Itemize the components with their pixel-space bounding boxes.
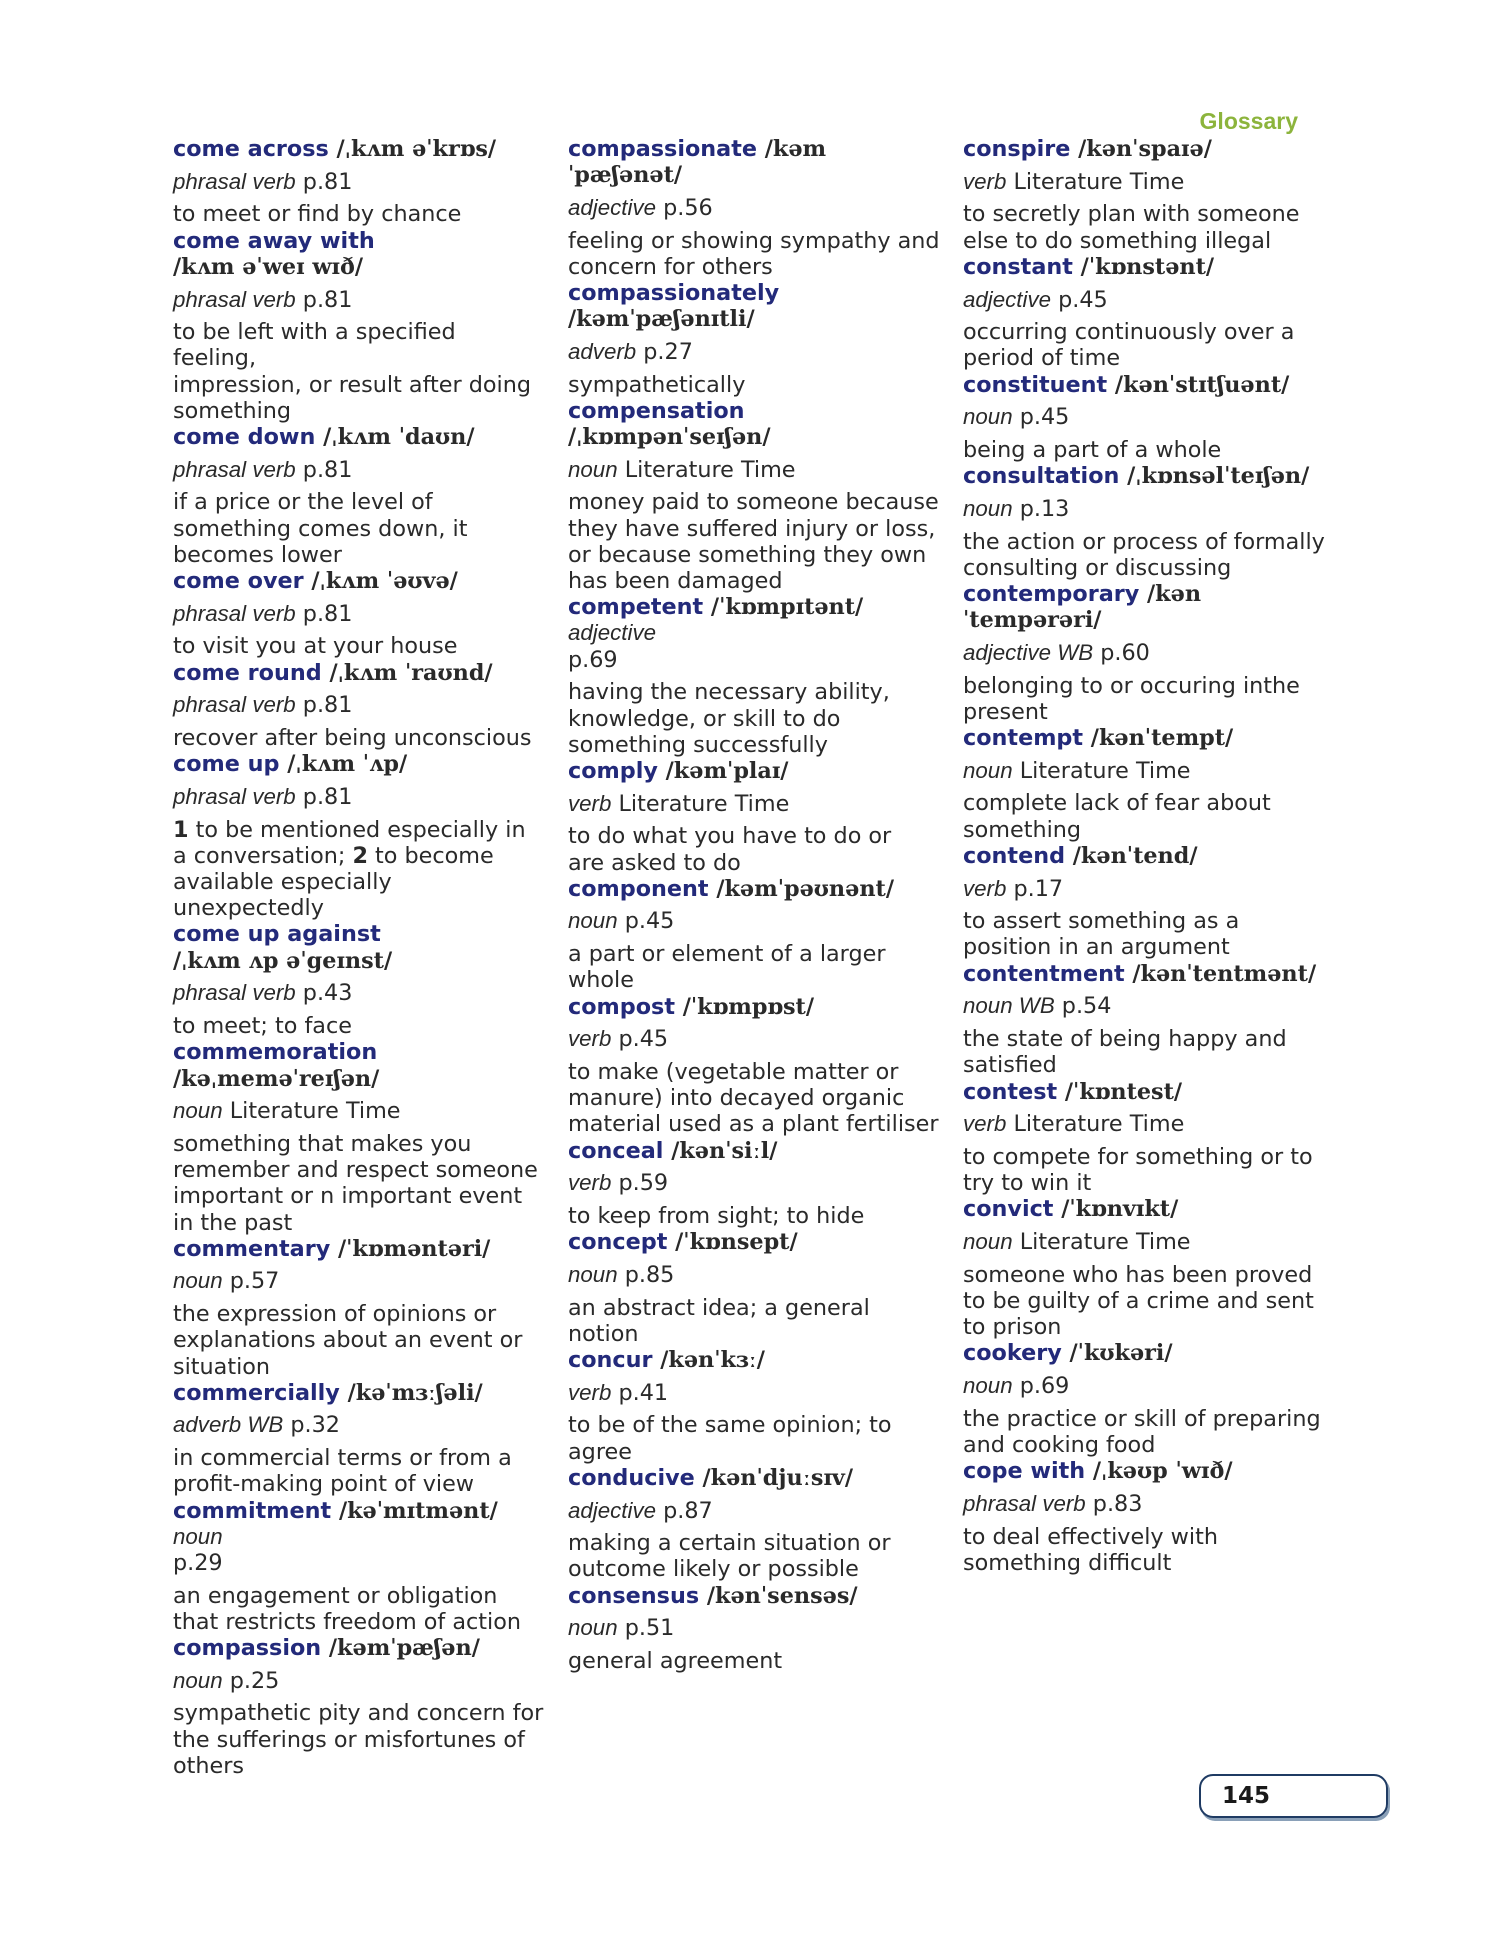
pronunciation: /ˌkʌm ˈraʊnd/ bbox=[321, 659, 493, 686]
part-of-speech: noun bbox=[963, 1229, 1013, 1255]
glossary-entry bbox=[568, 280, 940, 398]
page-reference: Literature Time bbox=[1012, 1229, 1191, 1256]
glossary-entry bbox=[963, 725, 1335, 843]
page-reference: Literature Time bbox=[1006, 1111, 1185, 1138]
definition: the state of being happy and satisfied bbox=[963, 1026, 1287, 1079]
headword: consensus bbox=[568, 1582, 700, 1609]
pronunciation: /ˈkɒntest/ bbox=[1057, 1078, 1183, 1105]
definition: to secretly plan with someone else to do something illegal bbox=[963, 201, 1300, 254]
page-reference: p.60 bbox=[1093, 639, 1150, 666]
page-reference: p.43 bbox=[295, 980, 353, 1007]
definition: being a part of a whole bbox=[963, 437, 1222, 464]
part-of-speech: adjective bbox=[568, 620, 657, 646]
headword: compassionately bbox=[568, 280, 780, 307]
headword: come away with bbox=[173, 227, 375, 254]
headword: component bbox=[568, 875, 709, 902]
entry-grammar bbox=[568, 1026, 940, 1052]
part-of-speech: noun bbox=[568, 1615, 618, 1641]
definition: to meet; to face bbox=[173, 1013, 352, 1040]
part-of-speech: noun bbox=[963, 495, 1013, 521]
part-of-speech: phrasal verb bbox=[173, 286, 296, 312]
entry-grammar bbox=[173, 1668, 545, 1694]
headword: commemoration bbox=[173, 1039, 378, 1066]
part-of-speech: verb bbox=[568, 1170, 612, 1196]
headword: come round bbox=[173, 659, 322, 686]
entry-grammar bbox=[173, 1268, 545, 1294]
glossary-title: Glossary bbox=[1199, 108, 1298, 134]
page-reference: Literature Time bbox=[1006, 168, 1185, 195]
headword: contentment bbox=[963, 960, 1125, 987]
definition: to assert something as a position in an argument bbox=[963, 908, 1240, 961]
glossary-entry bbox=[173, 1498, 545, 1636]
definition: something that makes you remember and respect someone important or n important event in the past bbox=[173, 1130, 538, 1236]
page-reference: p.81 bbox=[295, 783, 353, 810]
part-of-speech: adjective bbox=[963, 286, 1052, 312]
entry-head bbox=[173, 1236, 545, 1262]
page-reference: Literature Time bbox=[1012, 757, 1191, 784]
definition: to be of the same opinion; to agree bbox=[568, 1412, 892, 1465]
pronunciation: /ˈkʊkəri/ bbox=[1061, 1340, 1173, 1367]
glossary-entry bbox=[568, 594, 940, 758]
entry-grammar bbox=[568, 1615, 940, 1641]
entry-head bbox=[173, 1039, 545, 1065]
definition: 1 to be mentioned especially in a conversation; 2 to become available especially unexpectedly bbox=[173, 816, 526, 922]
entry-grammar bbox=[173, 601, 545, 627]
entry-grammar bbox=[173, 980, 545, 1006]
definition: in commercial terms or from a profit-making point of view bbox=[173, 1445, 512, 1498]
part-of-speech: adjective WB bbox=[963, 639, 1094, 665]
pronunciation: /kəmˈplaɪ/ bbox=[657, 757, 789, 784]
part-of-speech: phrasal verb bbox=[963, 1490, 1086, 1516]
part-of-speech: phrasal verb bbox=[173, 600, 296, 626]
part-of-speech: noun bbox=[568, 908, 618, 934]
glossary-entry bbox=[568, 398, 940, 594]
pronunciation: /kəˈmɪtmənt/ bbox=[331, 1497, 498, 1524]
sense-number: 2 bbox=[352, 842, 368, 869]
entry-head bbox=[568, 1347, 940, 1373]
part-of-speech: phrasal verb bbox=[173, 168, 296, 194]
headword: come down bbox=[173, 424, 316, 451]
headword: compassion bbox=[173, 1635, 322, 1662]
headword: constant bbox=[963, 253, 1073, 280]
page-reference: p.83 bbox=[1085, 1490, 1143, 1517]
glossary-entry bbox=[173, 136, 545, 228]
pronunciation: /kəmˈpæʃən/ bbox=[321, 1635, 480, 1662]
glossary-entry bbox=[963, 961, 1335, 1079]
headword: conducive bbox=[568, 1464, 695, 1491]
glossary-entry bbox=[568, 994, 940, 1138]
entry-head bbox=[173, 921, 545, 947]
part-of-speech: noun bbox=[568, 456, 618, 482]
page-reference: p.69 bbox=[568, 646, 618, 673]
part-of-speech: adverb bbox=[568, 338, 637, 364]
part-of-speech: verb bbox=[568, 1026, 612, 1052]
pronunciation: /kəmˈpæʃənɪtli/ bbox=[568, 306, 755, 333]
part-of-speech: noun bbox=[173, 1098, 223, 1124]
entry-head bbox=[568, 1583, 940, 1609]
entry-grammar bbox=[963, 876, 1335, 902]
headword: consultation bbox=[963, 463, 1120, 490]
glossary-entry bbox=[568, 1229, 940, 1347]
entry-head bbox=[963, 136, 1335, 162]
page-reference: p.29 bbox=[173, 1549, 223, 1576]
definition: an abstract idea; a general notion bbox=[568, 1294, 870, 1347]
page-reference: p.85 bbox=[617, 1261, 675, 1288]
part-of-speech: noun bbox=[173, 1268, 223, 1294]
entry-head bbox=[173, 136, 545, 162]
pronunciation: /kənˈkɜː/ bbox=[652, 1347, 765, 1374]
headword: concept bbox=[568, 1229, 668, 1256]
part-of-speech: verb bbox=[963, 168, 1007, 194]
headword: commitment bbox=[173, 1497, 332, 1524]
entry-head bbox=[173, 424, 545, 450]
glossary-entry bbox=[963, 372, 1335, 464]
entry-head bbox=[963, 1079, 1335, 1105]
headword: cookery bbox=[963, 1340, 1062, 1367]
page-reference: p.51 bbox=[617, 1615, 675, 1642]
glossary-entry bbox=[568, 1465, 940, 1583]
entry-grammar bbox=[963, 404, 1335, 430]
entry-head bbox=[568, 398, 940, 424]
headword: compensation bbox=[568, 397, 745, 424]
entry-grammar bbox=[963, 758, 1335, 784]
entry-head bbox=[173, 228, 545, 254]
headword: come up against bbox=[173, 921, 381, 948]
entry-grammar bbox=[568, 1498, 940, 1524]
headword: conceal bbox=[568, 1137, 664, 1164]
glossary-entry bbox=[173, 1236, 545, 1380]
glossary-entry bbox=[173, 660, 545, 752]
page-reference: p.81 bbox=[295, 692, 353, 719]
entry-grammar bbox=[963, 169, 1335, 195]
entry-head bbox=[963, 254, 1335, 280]
part-of-speech: phrasal verb bbox=[173, 456, 296, 482]
pronunciation: /kənˈdjuːsɪv/ bbox=[694, 1464, 854, 1491]
pronunciation: /kənˈtempərəri/ bbox=[963, 581, 1202, 634]
pronunciation: /ˌkʌm ˈəʊvə/ bbox=[303, 568, 458, 595]
definition: occurring continuously over a period of time bbox=[963, 319, 1295, 372]
pronunciation: /ˌkɒmpənˈseɪʃən/ bbox=[568, 424, 771, 451]
entry-grammar bbox=[568, 457, 940, 483]
part-of-speech: phrasal verb bbox=[173, 980, 296, 1006]
pronunciation: /ˈkɒnvɪkt/ bbox=[1053, 1196, 1179, 1223]
entry-grammar bbox=[963, 640, 1335, 666]
pronunciation: /kʌm əˈweɪ wɪð/ bbox=[173, 253, 364, 280]
page-reference: p.87 bbox=[656, 1497, 713, 1524]
entry-grammar bbox=[173, 1412, 545, 1438]
headword: contend bbox=[963, 842, 1066, 869]
glossary-entry bbox=[568, 1138, 940, 1230]
headword: commercially bbox=[173, 1379, 340, 1406]
pronunciation: /kənˈstɪtʃuənt/ bbox=[1107, 371, 1290, 398]
page-reference: p.25 bbox=[222, 1667, 280, 1694]
entry-head bbox=[568, 758, 940, 784]
headword: contempt bbox=[963, 725, 1084, 752]
entry-grammar bbox=[173, 692, 545, 718]
glossary-column-1 bbox=[173, 136, 545, 1779]
page-reference: p.81 bbox=[295, 600, 353, 627]
entry-grammar bbox=[963, 1373, 1335, 1399]
headword: contest bbox=[963, 1078, 1058, 1105]
page-reference: p.32 bbox=[283, 1412, 340, 1439]
entry-grammar bbox=[963, 496, 1335, 522]
definition: money paid to someone because they have suffered injury or loss, or because something they own has been damaged bbox=[568, 489, 939, 595]
part-of-speech: noun bbox=[173, 1667, 223, 1693]
entry-grammar bbox=[568, 908, 940, 934]
part-of-speech: adjective bbox=[568, 194, 657, 220]
headword: conspire bbox=[963, 136, 1071, 162]
definition: general agreement bbox=[568, 1648, 783, 1675]
page-reference: p.54 bbox=[1054, 993, 1112, 1020]
pronunciation: /ˈkɒməntəri/ bbox=[330, 1235, 491, 1262]
part-of-speech: noun bbox=[568, 1261, 618, 1287]
page-number-badge: 145 bbox=[1199, 1774, 1388, 1818]
headword: competent bbox=[568, 594, 704, 621]
pronunciation: /ˈkɒnsept/ bbox=[667, 1229, 798, 1256]
page-reference: p.45 bbox=[611, 1026, 669, 1053]
glossary-entry bbox=[173, 228, 545, 424]
definition: an engagement or obligation that restricts freedom of action bbox=[173, 1582, 521, 1635]
headword: come across bbox=[173, 136, 329, 162]
entry-head bbox=[963, 1340, 1335, 1366]
pronunciation: /kəmˈpəʊnənt/ bbox=[708, 875, 894, 902]
glossary-entry bbox=[173, 1380, 545, 1498]
headword: cope with bbox=[963, 1458, 1086, 1485]
part-of-speech: verb bbox=[963, 875, 1007, 901]
entry-head bbox=[173, 751, 545, 777]
headword: concur bbox=[568, 1347, 653, 1374]
pronunciation: /ˌkəʊp ˈwɪð/ bbox=[1085, 1458, 1233, 1485]
definition: to deal effectively with something difficult bbox=[963, 1523, 1218, 1576]
pronunciation: /ˈkɒnstənt/ bbox=[1072, 253, 1215, 280]
pronunciation: /ˌkʌm ˈdaʊn/ bbox=[315, 424, 475, 451]
glossary-entry bbox=[963, 581, 1335, 725]
part-of-speech: noun bbox=[963, 1373, 1013, 1399]
page-reference: p.57 bbox=[222, 1268, 280, 1295]
entry-head bbox=[963, 1458, 1335, 1484]
glossary-entry bbox=[568, 758, 940, 876]
glossary-entry bbox=[963, 1196, 1335, 1340]
page-reference: Literature Time bbox=[611, 790, 790, 817]
definition: a part or element of a larger whole bbox=[568, 941, 886, 994]
sense-number: 1 bbox=[173, 816, 189, 843]
page-reference: p.13 bbox=[1012, 495, 1070, 522]
entry-grammar bbox=[173, 287, 545, 313]
entry-grammar bbox=[173, 784, 545, 810]
glossary-entry bbox=[568, 1583, 940, 1675]
part-of-speech: verb bbox=[568, 1379, 612, 1405]
part-of-speech: adverb WB bbox=[173, 1412, 284, 1438]
entry-head bbox=[568, 280, 940, 306]
pronunciation: /kəˌmeməˈreɪʃən/ bbox=[173, 1065, 380, 1092]
entry-head bbox=[963, 372, 1335, 398]
entry-grammar bbox=[173, 1098, 545, 1124]
page-reference: p.45 bbox=[617, 908, 675, 935]
pronunciation: /ˌkʌm ʌp əˈgeɪnst/ bbox=[173, 947, 393, 974]
definition: the action or process of formally consulting or discussing bbox=[963, 528, 1325, 581]
glossary-column-3 bbox=[963, 136, 1335, 1576]
pronunciation: /kənˈtempt/ bbox=[1083, 725, 1234, 752]
part-of-speech: verb bbox=[963, 1111, 1007, 1137]
entry-head bbox=[963, 1196, 1335, 1222]
glossary-column-2 bbox=[568, 136, 940, 1674]
page-reference: p.45 bbox=[1051, 286, 1108, 313]
entry-grammar bbox=[963, 287, 1335, 313]
entry-head bbox=[963, 581, 1335, 633]
page-reference: p.45 bbox=[1012, 404, 1070, 431]
definition: making a certain situation or outcome likely or possible bbox=[568, 1530, 891, 1583]
headword: compassionate bbox=[568, 136, 757, 162]
part-of-speech: verb bbox=[568, 790, 612, 816]
entry-head bbox=[963, 725, 1335, 751]
entry-grammar bbox=[963, 1491, 1335, 1517]
definition: the practice or skill of preparing and cooking food bbox=[963, 1405, 1321, 1458]
pronunciation: /kəˈmɜːʃəli/ bbox=[339, 1379, 483, 1406]
pronunciation: /kənˈsiːl/ bbox=[663, 1137, 778, 1164]
glossary-entry bbox=[173, 424, 545, 568]
page-reference: p.81 bbox=[295, 286, 353, 313]
definition: feeling or showing sympathy and concern for others bbox=[568, 227, 940, 280]
entry-head bbox=[568, 136, 940, 188]
page-reference: p.59 bbox=[611, 1170, 669, 1197]
entry-head bbox=[173, 1635, 545, 1661]
pronunciation: /kənˈtend/ bbox=[1065, 842, 1198, 869]
entry-head bbox=[963, 463, 1335, 489]
part-of-speech: noun bbox=[963, 757, 1013, 783]
glossary-entry bbox=[568, 1347, 940, 1465]
pronunciation: /kənˈsensəs/ bbox=[699, 1582, 858, 1609]
headword: come up bbox=[173, 751, 280, 778]
part-of-speech: noun bbox=[963, 404, 1013, 430]
definition: sympathetically bbox=[568, 371, 746, 398]
pronunciation: /ˌkɒnsəlˈteɪʃən/ bbox=[1119, 463, 1310, 490]
page-reference: Literature Time bbox=[222, 1098, 401, 1125]
pronunciation: /ˌkʌm ˈʌp/ bbox=[279, 751, 408, 778]
entry-grammar bbox=[568, 1380, 940, 1406]
headword: come over bbox=[173, 568, 304, 595]
entry-grammar bbox=[963, 993, 1335, 1019]
headword: convict bbox=[963, 1196, 1054, 1223]
page-reference: p.81 bbox=[295, 168, 353, 195]
entry-grammar bbox=[568, 1170, 940, 1196]
glossary-entry bbox=[173, 1039, 545, 1235]
entry-grammar bbox=[568, 339, 940, 365]
part-of-speech: noun WB bbox=[963, 993, 1055, 1019]
entry-grammar bbox=[963, 1111, 1335, 1137]
definition: belonging to or occuring inthe present bbox=[963, 672, 1300, 725]
page-reference: p.56 bbox=[656, 194, 713, 221]
definition: sympathetic pity and concern for the sufferings or misfortunes of others bbox=[173, 1700, 544, 1779]
pronunciation: /ˌkʌm əˈkrɒs/ bbox=[328, 136, 497, 162]
definition: to visit you at your house bbox=[173, 633, 458, 660]
entry-grammar bbox=[568, 1262, 940, 1288]
entry-head bbox=[568, 876, 940, 902]
entry-head bbox=[963, 843, 1335, 869]
definition: having the necessary ability, knowledge, or skill to do something successfully bbox=[568, 679, 890, 758]
definition: the expression of opinions or explanations about an event or situation bbox=[173, 1301, 523, 1380]
pronunciation: /ˈkɒmpɒst/ bbox=[674, 993, 814, 1020]
definition: if a price or the level of something comes down, it becomes lower bbox=[173, 489, 468, 568]
glossary-entry bbox=[963, 1340, 1335, 1458]
pronunciation: /ˈkɒmpɪtənt/ bbox=[703, 594, 864, 621]
part-of-speech: adjective bbox=[568, 1497, 657, 1523]
glossary-entry bbox=[963, 463, 1335, 581]
entry-head bbox=[173, 568, 545, 594]
entry-grammar bbox=[568, 791, 940, 817]
definition: to meet or find by chance bbox=[173, 201, 462, 228]
headword: contemporary bbox=[963, 581, 1140, 608]
definition: to compete for something or to try to win it bbox=[963, 1143, 1313, 1197]
entry-grammar bbox=[173, 457, 545, 483]
glossary-entry bbox=[963, 254, 1335, 372]
page-reference: p.69 bbox=[1012, 1373, 1070, 1400]
glossary-entry bbox=[963, 136, 1335, 254]
glossary-entry bbox=[568, 876, 940, 994]
headword: compost bbox=[568, 993, 675, 1020]
entry-grammar bbox=[173, 169, 545, 195]
entry-head bbox=[173, 1498, 545, 1550]
page-reference: p.81 bbox=[295, 456, 353, 483]
pronunciation: /kəmˈpæʃənət/ bbox=[568, 136, 827, 189]
page-reference: Literature Time bbox=[617, 456, 796, 483]
entry-head bbox=[568, 594, 940, 646]
headword: constituent bbox=[963, 371, 1108, 398]
entry-head bbox=[568, 1138, 940, 1164]
entry-grammar bbox=[963, 1229, 1335, 1255]
headword: comply bbox=[568, 757, 658, 784]
definition: complete lack of fear about something bbox=[963, 790, 1271, 843]
entry-head bbox=[173, 660, 545, 686]
pronunciation: /kənˈtentmənt/ bbox=[1124, 960, 1317, 987]
glossary-entry bbox=[963, 1079, 1335, 1197]
glossary-entry bbox=[568, 136, 940, 280]
page-reference: p.41 bbox=[611, 1379, 669, 1406]
headword: commentary bbox=[173, 1235, 331, 1262]
glossary-entry bbox=[173, 751, 545, 921]
glossary-entry bbox=[173, 568, 545, 660]
glossary-entry bbox=[963, 1458, 1335, 1576]
glossary-entry bbox=[173, 1635, 545, 1779]
page-reference: p.17 bbox=[1006, 875, 1064, 902]
glossary-entry bbox=[173, 921, 545, 1039]
entry-head bbox=[568, 994, 940, 1020]
entry-head bbox=[173, 1380, 545, 1406]
glossary-entry bbox=[963, 843, 1335, 961]
definition: someone who has been proved to be guilty of a crime and sent to prison bbox=[963, 1261, 1314, 1341]
page-reference: p.27 bbox=[636, 338, 693, 365]
entry-head bbox=[568, 1229, 940, 1255]
entry-head bbox=[963, 961, 1335, 987]
definition: to be left with a specified feeling, impression, or result after doing something bbox=[173, 319, 532, 424]
definition: to make (vegetable matter or manure) into decayed organic material used as a plant fertiliser bbox=[568, 1059, 939, 1138]
entry-head bbox=[568, 1465, 940, 1491]
part-of-speech: phrasal verb bbox=[173, 692, 296, 718]
pronunciation: /kənˈspaɪə/ bbox=[1070, 136, 1212, 162]
definition: to keep from sight; to hide bbox=[568, 1203, 865, 1230]
definition: to do what you have to do or are asked to do bbox=[568, 823, 892, 876]
definition: recover after being unconscious bbox=[173, 725, 532, 752]
part-of-speech: noun bbox=[173, 1523, 223, 1549]
part-of-speech: phrasal verb bbox=[173, 783, 296, 809]
entry-grammar bbox=[568, 195, 940, 221]
